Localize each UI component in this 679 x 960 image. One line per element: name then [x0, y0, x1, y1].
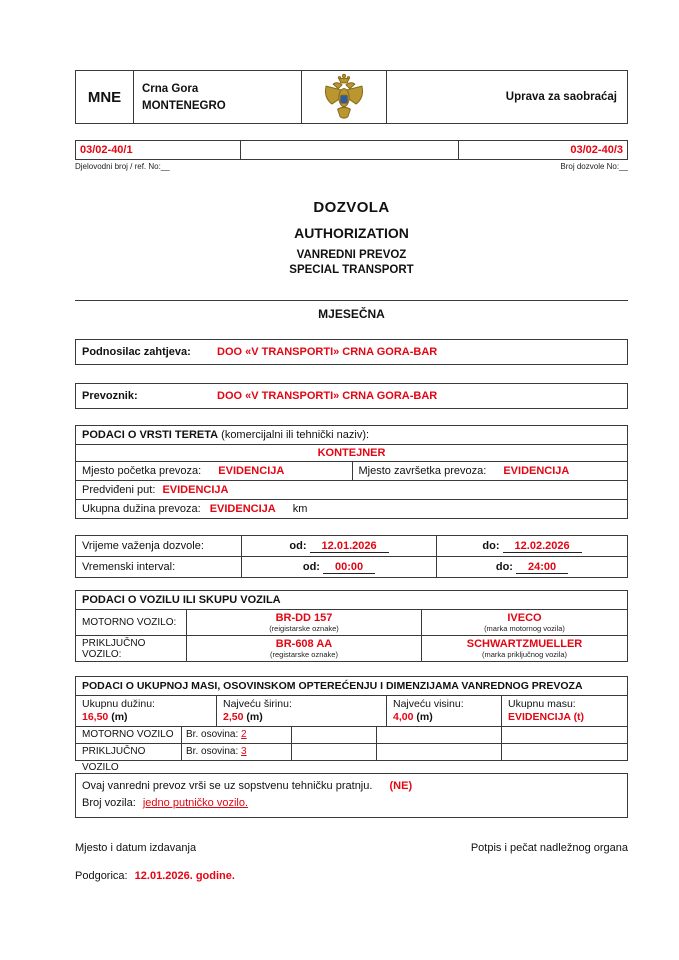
validity-to-date: 12.02.2026 [503, 540, 582, 553]
issue-date-line [75, 870, 628, 882]
escort-statement: Ovaj vanredni prevoz vrši se uz sopstvenu tehničku pratnju. [82, 780, 373, 792]
height-unit: (m) [416, 711, 433, 723]
motor-empty-cell-3 [501, 727, 627, 743]
escort-vehicle-count-value: jedno putničko vozilo. [142, 797, 249, 810]
dimensions-values-row [76, 696, 627, 726]
interval-to-time: 24:00 [516, 561, 568, 574]
applicant-label: Podnosilac zahtjeva: [82, 346, 191, 358]
vehicles-section-title: PODACI O VOZILU ILI SKUPU VOZILA [76, 591, 627, 610]
ref-number-left: 03/02-40/1 [76, 141, 241, 159]
issue-date: 12.01.2026. godine. [134, 870, 235, 883]
header [75, 70, 628, 124]
reference-number-row [75, 140, 628, 160]
trailer-make-value: SCHWARTZMUELLER [466, 638, 583, 650]
trailer-axles-row-label: PRIKLJUČNO VOZILO [82, 746, 146, 773]
to-label: do: [495, 561, 513, 573]
country-code: MNE [76, 71, 134, 123]
validity-from-date: 12.01.2026 [310, 540, 389, 553]
interval-from-cell [241, 557, 436, 577]
height-label: Najveću visinu: [393, 698, 464, 710]
period-separator-line [75, 300, 628, 301]
motor-empty-cell-2 [376, 727, 501, 743]
cargo-places-row [76, 461, 627, 480]
footer-labels-row [75, 842, 628, 854]
coat-of-arms-cell [302, 71, 387, 123]
carrier-value: DOO «V TRANSPORTI» CRNA GORA-BAR [217, 390, 438, 402]
validity-from-cell [241, 536, 436, 556]
from-label: od: [302, 561, 320, 573]
length-label: Ukupnu dužinu: [82, 698, 155, 710]
cargo-distance-label: Ukupna dužina prevoza: [82, 503, 201, 515]
issue-place-label: Mjesto i datum izdavanja [75, 842, 197, 855]
permit-number-caption: Broj dozvole No:__ [560, 162, 628, 171]
trailer-make-caption: (marka priključnog vozila) [481, 650, 568, 659]
applicant-section [75, 339, 628, 365]
validity-period-row [76, 536, 627, 556]
trailer-empty-cell-2 [376, 744, 501, 760]
interval-from-time: 00:00 [323, 561, 375, 574]
coat-of-arms-eagle-icon [323, 72, 365, 122]
trailer-empty-cell-1 [291, 744, 376, 760]
title-authorization: AUTHORIZATION [294, 225, 409, 241]
from-label: od: [289, 540, 307, 552]
cargo-route-row [76, 480, 627, 499]
motor-vehicle-row [76, 610, 627, 635]
height-cell [386, 696, 501, 726]
title-vanredni-prevoz: VANREDNI PREVOZ [296, 249, 407, 261]
validity-period-label: Vrijeme važenja dozvole: [82, 540, 204, 552]
cargo-route-value: EVIDENCIJA [162, 484, 229, 496]
escort-line1 [82, 778, 621, 795]
cargo-title-main: PODACI O VRSTI TERETA [82, 429, 219, 441]
motor-plate-value: BR-DD 157 [275, 612, 333, 624]
dimensions-section-title: PODACI O UKUPNOJ MASI, OSOVINSKOM OPTEREĆENJU I DIMENZIJAMA VANREDNOG PREVOZA [76, 677, 627, 696]
trailer-plate-value: BR-608 AA [275, 638, 333, 650]
motor-axles-row [76, 726, 627, 743]
cargo-end-value: EVIDENCIJA [503, 465, 570, 477]
cargo-section [75, 425, 628, 519]
mass-value: EVIDENCIJA [508, 711, 571, 723]
height-value: 4,00 [393, 711, 414, 723]
escort-answer: (NE) [389, 780, 413, 792]
length-unit: (m) [111, 711, 128, 723]
trailer-vehicle-row [76, 635, 627, 661]
cargo-distance-unit: km [292, 503, 308, 515]
ref-number-caption: Djelovodni broj / ref. No:__ [75, 162, 170, 171]
interval-to-cell [436, 557, 627, 577]
motor-axles-label: Br. osovina: [186, 729, 239, 740]
dimensions-section [75, 676, 628, 773]
authorization-document [75, 70, 628, 882]
motor-axles-row-label: MOTORNO VOZILO [82, 729, 174, 740]
permit-period: MJESEČNA [318, 307, 385, 321]
cargo-start-label: Mjesto početka prevoza: [82, 465, 202, 477]
ref-number-middle-empty [241, 141, 459, 159]
escort-vehicle-count-label: Broj vozila: [82, 797, 136, 810]
width-label: Najveću širinu: [223, 698, 292, 710]
motor-make-caption: (marka motornog vozila) [484, 624, 565, 633]
reference-captions [75, 162, 628, 171]
to-label: do: [482, 540, 500, 552]
trailer-axles-label: Br. osovina: [186, 746, 239, 757]
cargo-end-place [352, 462, 628, 480]
cargo-title-suffix: (komercijalni ili tehnički naziv): [218, 429, 370, 441]
carrier-section [75, 383, 628, 409]
validity-section [75, 535, 628, 578]
mass-label: Ukupnu masu: [508, 698, 576, 710]
motor-axles-value: 2 [241, 729, 247, 740]
trailer-axles-value: 3 [241, 746, 247, 757]
cargo-distance-value: EVIDENCIJA [209, 503, 276, 515]
cargo-section-title [76, 426, 627, 444]
length-value: 16,50 [82, 711, 109, 723]
carrier-label: Prevoznik: [82, 390, 138, 402]
mass-unit: (t) [573, 711, 585, 723]
title-dozvola: DOZVOLA [313, 199, 390, 216]
cargo-end-label: Mjesto završetka prevoza: [358, 465, 487, 477]
cargo-start-place [76, 462, 352, 480]
vehicles-section [75, 590, 628, 662]
motor-plate-cell [186, 610, 421, 635]
length-cell [76, 696, 216, 726]
time-interval-row [76, 556, 627, 577]
country-name [134, 71, 302, 123]
motor-make-value: IVECO [507, 612, 542, 624]
title-special-transport: SPECIAL TRANSPORT [289, 264, 414, 276]
trailer-plate-cell [186, 636, 421, 661]
document-title-block [75, 199, 628, 276]
permit-number-right: 03/02-40/3 [570, 144, 623, 156]
trailer-make-cell [421, 636, 627, 661]
cargo-distance-row [76, 499, 627, 518]
trailer-vehicle-label: PRIKLJUČNO VOZILO: [82, 637, 146, 660]
width-value: 2,50 [223, 711, 244, 723]
escort-section [75, 773, 628, 818]
validity-to-cell [436, 536, 627, 556]
cargo-start-value: EVIDENCIJA [218, 465, 285, 477]
motor-axles-cell [181, 727, 291, 743]
issuing-authority: Uprava za saobraćaj [505, 91, 617, 103]
issue-place: Podgorica: [75, 870, 128, 883]
width-cell [216, 696, 386, 726]
motor-plate-caption: (reigistarske oznake) [269, 624, 339, 633]
escort-line2 [82, 795, 621, 812]
motor-empty-cell-1 [291, 727, 376, 743]
country-name-english: MONTENEGRO [142, 99, 226, 112]
time-interval-label: Vremenski interval: [82, 561, 176, 573]
signature-label: Potpis i pečat nadležnog organa [470, 842, 628, 855]
country-name-local: Crna Gora [142, 83, 199, 95]
trailer-axles-cell [181, 744, 291, 760]
applicant-value: DOO «V TRANSPORTI» CRNA GORA-BAR [217, 346, 438, 358]
motor-vehicle-label: MOTORNO VOZILO: [82, 617, 177, 628]
trailer-plate-caption: (registarske oznake) [270, 650, 338, 659]
trailer-empty-cell-3 [501, 744, 627, 760]
trailer-axles-row [76, 743, 627, 773]
mass-cell [501, 696, 627, 726]
cargo-route-label: Predviđeni put: [82, 484, 156, 496]
cargo-type-value: KONTEJNER [76, 444, 627, 461]
width-unit: (m) [246, 711, 263, 723]
motor-make-cell [421, 610, 627, 635]
